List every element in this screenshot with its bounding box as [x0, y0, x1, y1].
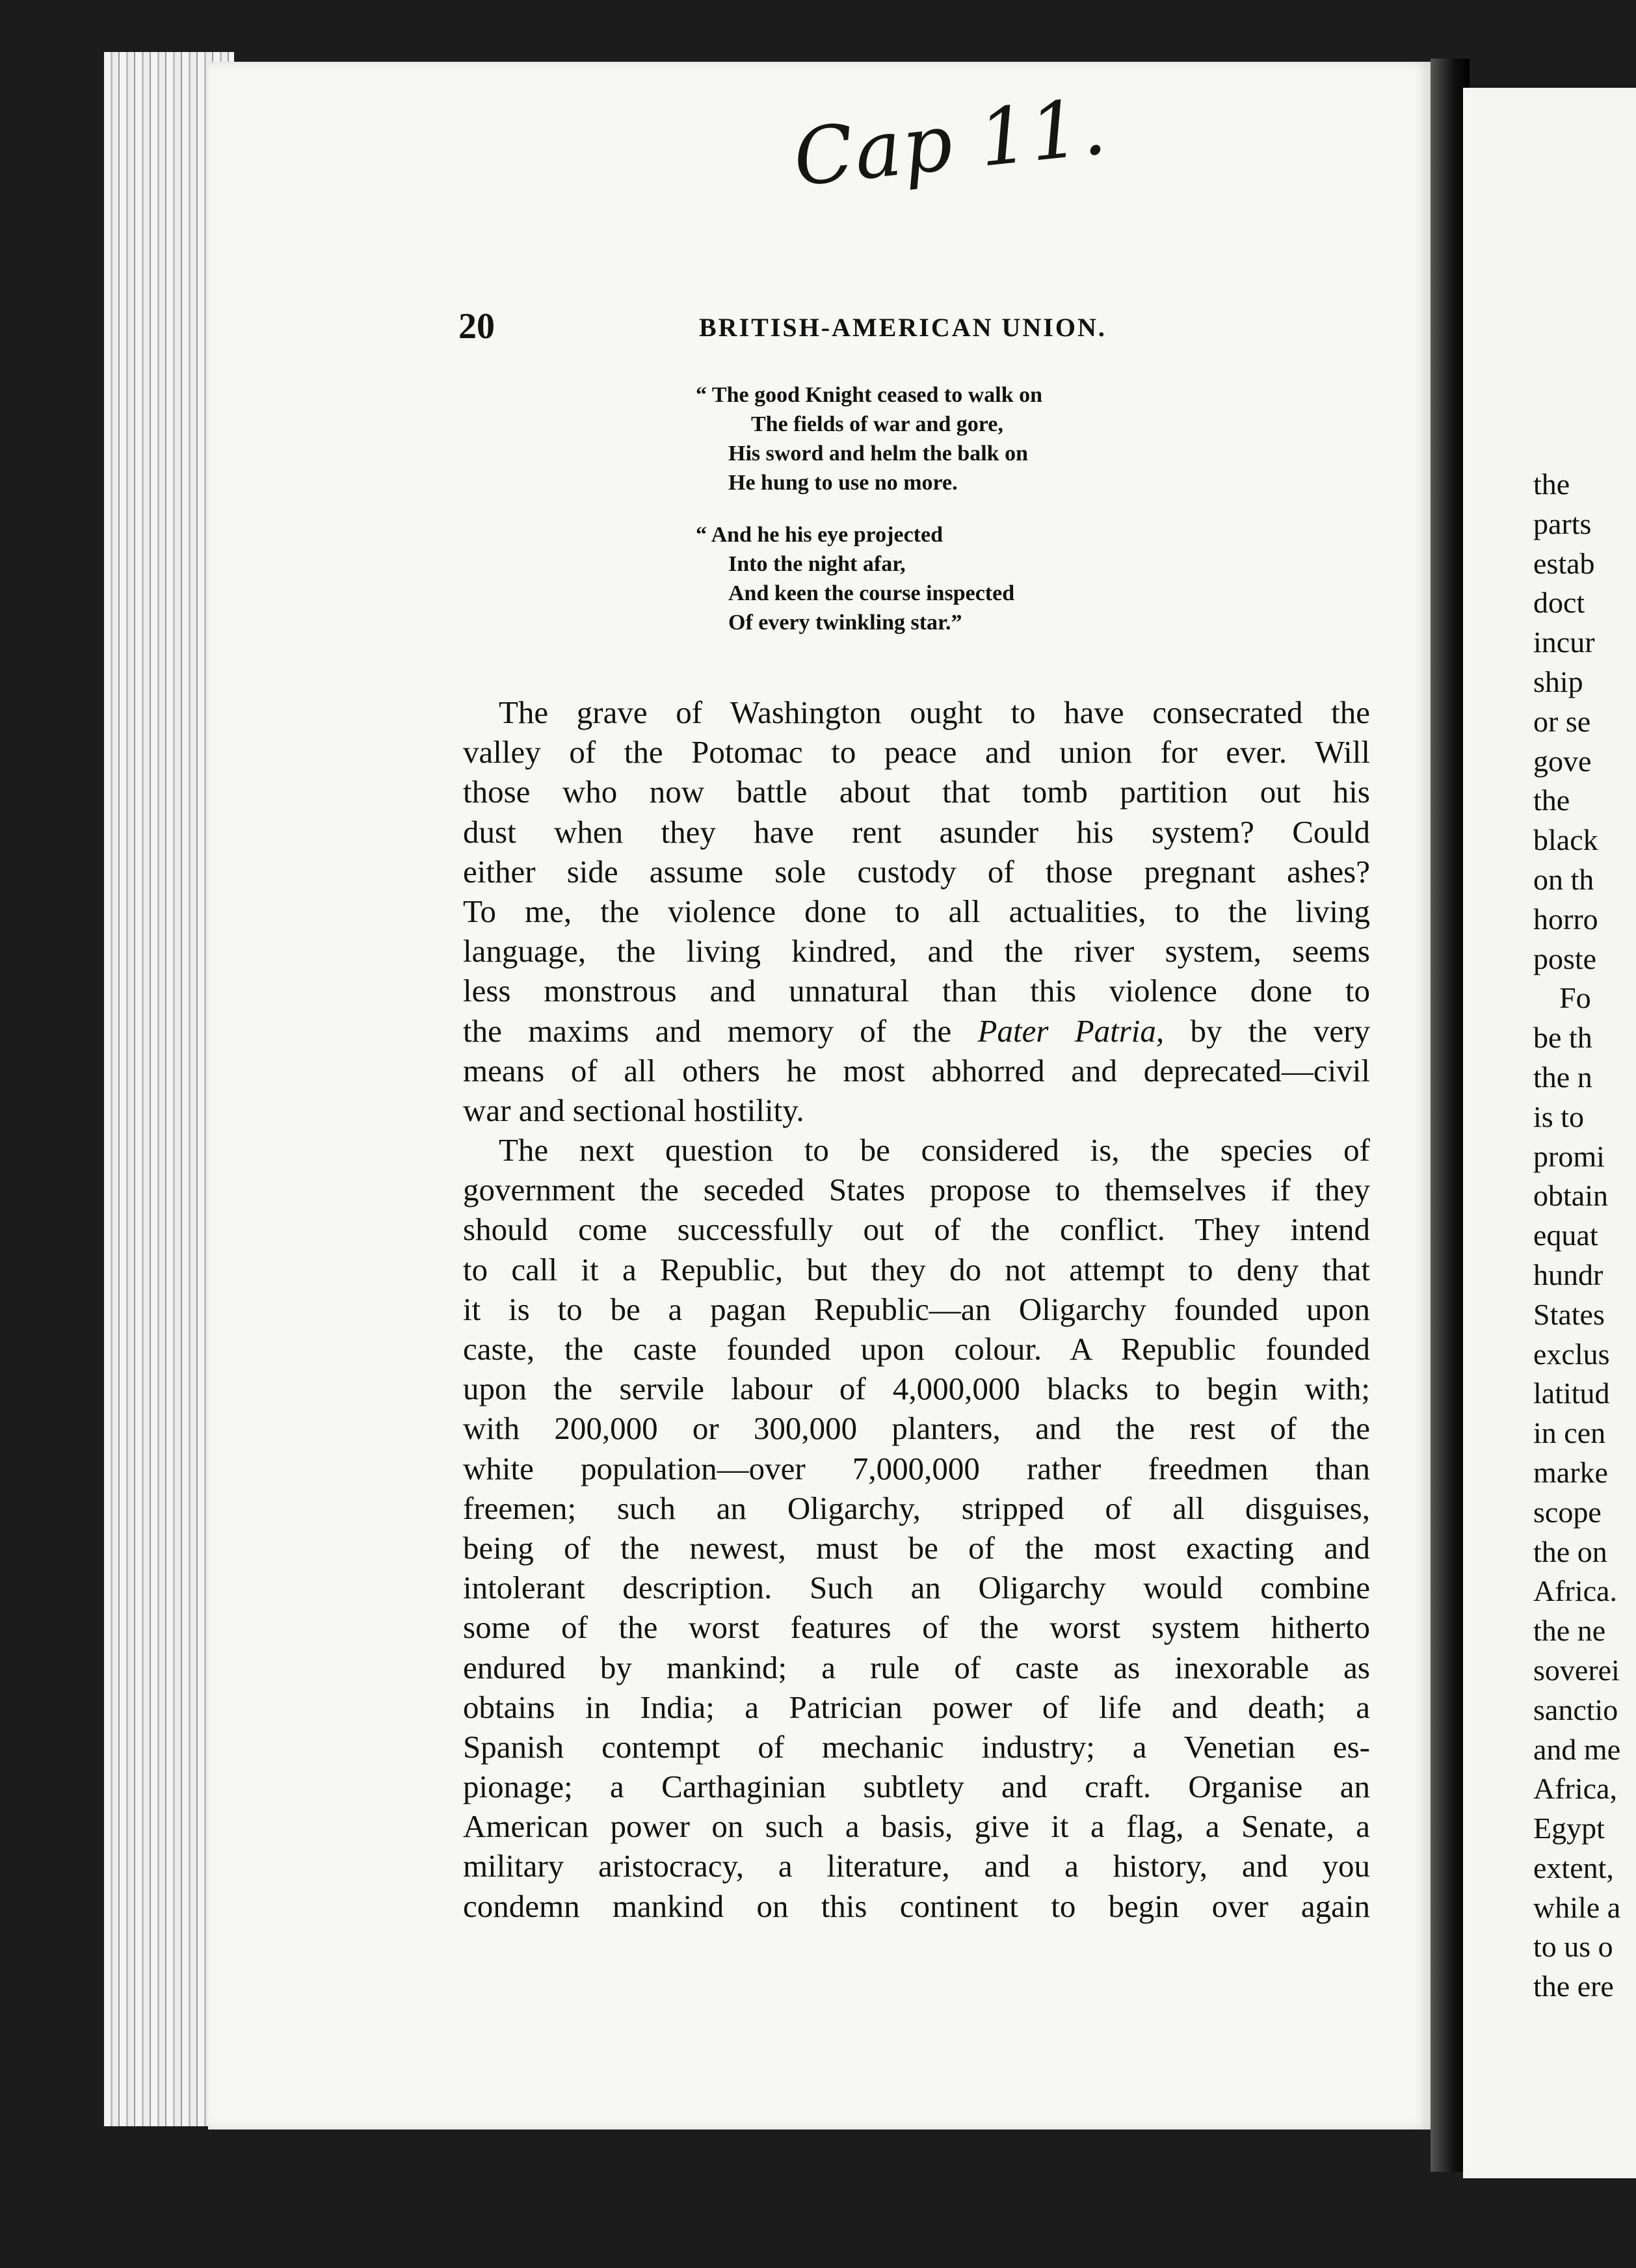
facing-text-line: extent, — [1533, 1851, 1614, 1884]
verse-line: He hung to use no more. — [728, 471, 958, 495]
text-line: military aristocracy, a literature, and a history, and you — [463, 1848, 1370, 1884]
facing-text-line: doct — [1533, 586, 1585, 620]
text-line: The next question to be considered is, the species of — [499, 1132, 1370, 1168]
text-line: it is to be a pagan Republic—an Oligarchy founded upon — [463, 1291, 1370, 1327]
facing-text-line: the ere — [1533, 1970, 1614, 2003]
paragraph-2 — [463, 1130, 1370, 1926]
facing-text-line: Fo — [1559, 981, 1591, 1015]
facing-text-line: Africa, — [1533, 1772, 1617, 1806]
facing-text-line: while a — [1533, 1890, 1621, 1924]
facing-text-line: soverei — [1533, 1653, 1620, 1687]
facing-text-line: Africa. — [1533, 1574, 1617, 1608]
text-segment: by the very — [1190, 1012, 1370, 1049]
text-line: American power on such a basis, give it a flag, a Senate, a — [463, 1808, 1370, 1845]
facing-text-line: horro — [1533, 902, 1598, 936]
verse-line: Of every twinkling star.” — [728, 611, 962, 635]
paragraph-1 — [463, 692, 1370, 1130]
running-title: BRITISH-AMERICAN UNION. — [699, 313, 1107, 342]
facing-text-line: the ne — [1533, 1614, 1606, 1648]
italic-phrase: Pater Patria, — [977, 1012, 1165, 1049]
facing-page — [1463, 88, 1636, 2178]
text-line: upon the servile labour of 4,000,000 blacks to begin with; — [463, 1371, 1370, 1407]
facing-text-line: on th — [1533, 862, 1594, 896]
facing-text-line: is to — [1533, 1100, 1584, 1133]
facing-text-line: latitud — [1533, 1377, 1610, 1410]
text-line: pionage; a Carthaginian subtlety and craft. Organise an — [463, 1769, 1370, 1805]
facing-text-line: be th — [1533, 1021, 1592, 1055]
text-line: to call it a Republic, but they do not attempt to deny that — [463, 1251, 1370, 1287]
text-line: caste, the caste founded upon colour. A Republic founded — [463, 1331, 1370, 1367]
text-line: endured by mankind; a rule of caste as inexorable as — [463, 1649, 1370, 1685]
verse-line: And keen the course inspected — [728, 581, 1015, 605]
facing-text-line: obtain — [1533, 1179, 1608, 1213]
text-line: intolerant description. Such an Oligarchy would combine — [463, 1570, 1370, 1606]
verse-line: “ And he his eye projected — [696, 523, 943, 547]
facing-text-line: States — [1533, 1297, 1605, 1331]
facing-text-line: ship — [1533, 665, 1583, 698]
text-line: freemen; such an Oligarchy, stripped of all disguises, — [463, 1490, 1370, 1526]
running-header — [458, 306, 1369, 351]
facing-text-line: the — [1533, 784, 1570, 817]
facing-text-line: the on — [1533, 1535, 1607, 1568]
text-line: either side assume sole custody of those pregnant ashes? — [463, 853, 1370, 890]
facing-text-line: exclus — [1533, 1337, 1610, 1371]
text-line: The grave of Washington ought to have consecrated the — [499, 694, 1370, 730]
text-line: language, the living kindred, and the river system, seems — [463, 933, 1370, 969]
facing-text-line: marke — [1533, 1455, 1608, 1489]
facing-page-text — [1533, 465, 1636, 2007]
handwritten-note: Cap 11. — [789, 81, 1112, 204]
facing-text-line: in cen — [1533, 1416, 1606, 1450]
facing-text-line: gove — [1533, 744, 1592, 778]
facing-text-line: the — [1533, 468, 1570, 501]
text-line: Spanish contempt of mechanic industry; a Venetian es- — [463, 1728, 1370, 1765]
text-line: less monstrous and unnatural than this violence done to — [463, 973, 1370, 1009]
text-line: some of the worst features of the worst system hitherto — [463, 1609, 1370, 1646]
facing-text-line: poste — [1533, 942, 1597, 975]
text-line: white population—over 7,000,000 rather freedmen than — [463, 1450, 1370, 1486]
facing-text-line: black — [1533, 823, 1598, 857]
verse-line: His sword and helm the balk on — [728, 442, 1028, 466]
stanza-1 — [696, 380, 1183, 497]
facing-text-line: or se — [1533, 704, 1591, 738]
page-number: 20 — [458, 306, 495, 347]
facing-text-line: the n — [1533, 1060, 1592, 1094]
text-line: war and sectional hostility. — [463, 1092, 804, 1128]
text-line-with-italic — [463, 1011, 1370, 1051]
text-line: To me, the violence done to all actualities, to the living — [463, 893, 1370, 929]
verse-line: “ The good Knight ceased to walk on — [696, 383, 1043, 407]
text-line: government the seceded States propose to themselves if they — [463, 1172, 1370, 1208]
text-line: means of all others he most abhorred and deprecated—civil — [463, 1052, 1370, 1088]
verse-quotation — [696, 380, 1183, 660]
facing-text-line: equat — [1533, 1219, 1598, 1252]
text-line: dust when they have rent asunder his system? Could — [463, 813, 1370, 850]
facing-text-line: estab — [1533, 546, 1595, 580]
facing-text-line: incur — [1533, 626, 1595, 659]
text-line: those who now battle about that tomb partition out his — [463, 774, 1370, 810]
verse-line: The fields of war and gore, — [751, 412, 1003, 436]
text-line: condemn mankind on this continent to begin over again — [463, 1888, 1370, 1924]
facing-text-line: scope — [1533, 1495, 1602, 1529]
text-line: valley of the Potomac to peace and union for ever. Will — [463, 734, 1370, 771]
facing-text-line: Egypt — [1533, 1812, 1605, 1845]
text-line: obtains in India; a Patrician power of life and death; a — [463, 1689, 1370, 1725]
text-line: should come successfully out of the conflict. They intend — [463, 1211, 1370, 1248]
body-text — [463, 692, 1370, 1926]
facing-text-line: parts — [1533, 507, 1592, 540]
facing-text-line: to us o — [1533, 1930, 1613, 1964]
verse-line: Into the night afar, — [728, 552, 906, 576]
facing-text-line: hundr — [1533, 1258, 1603, 1291]
stanza-2 — [696, 520, 1183, 637]
facing-text-line: sanctio — [1533, 1693, 1618, 1726]
facing-text-line: promi — [1533, 1139, 1605, 1173]
facing-text-line: and me — [1533, 1732, 1621, 1766]
text-line: with 200,000 or 300,000 planters, and the rest of the — [463, 1410, 1370, 1447]
text-segment: the maxims and memory of the — [463, 1012, 952, 1049]
text-line: being of the newest, must be of the most exacting and — [463, 1529, 1370, 1566]
